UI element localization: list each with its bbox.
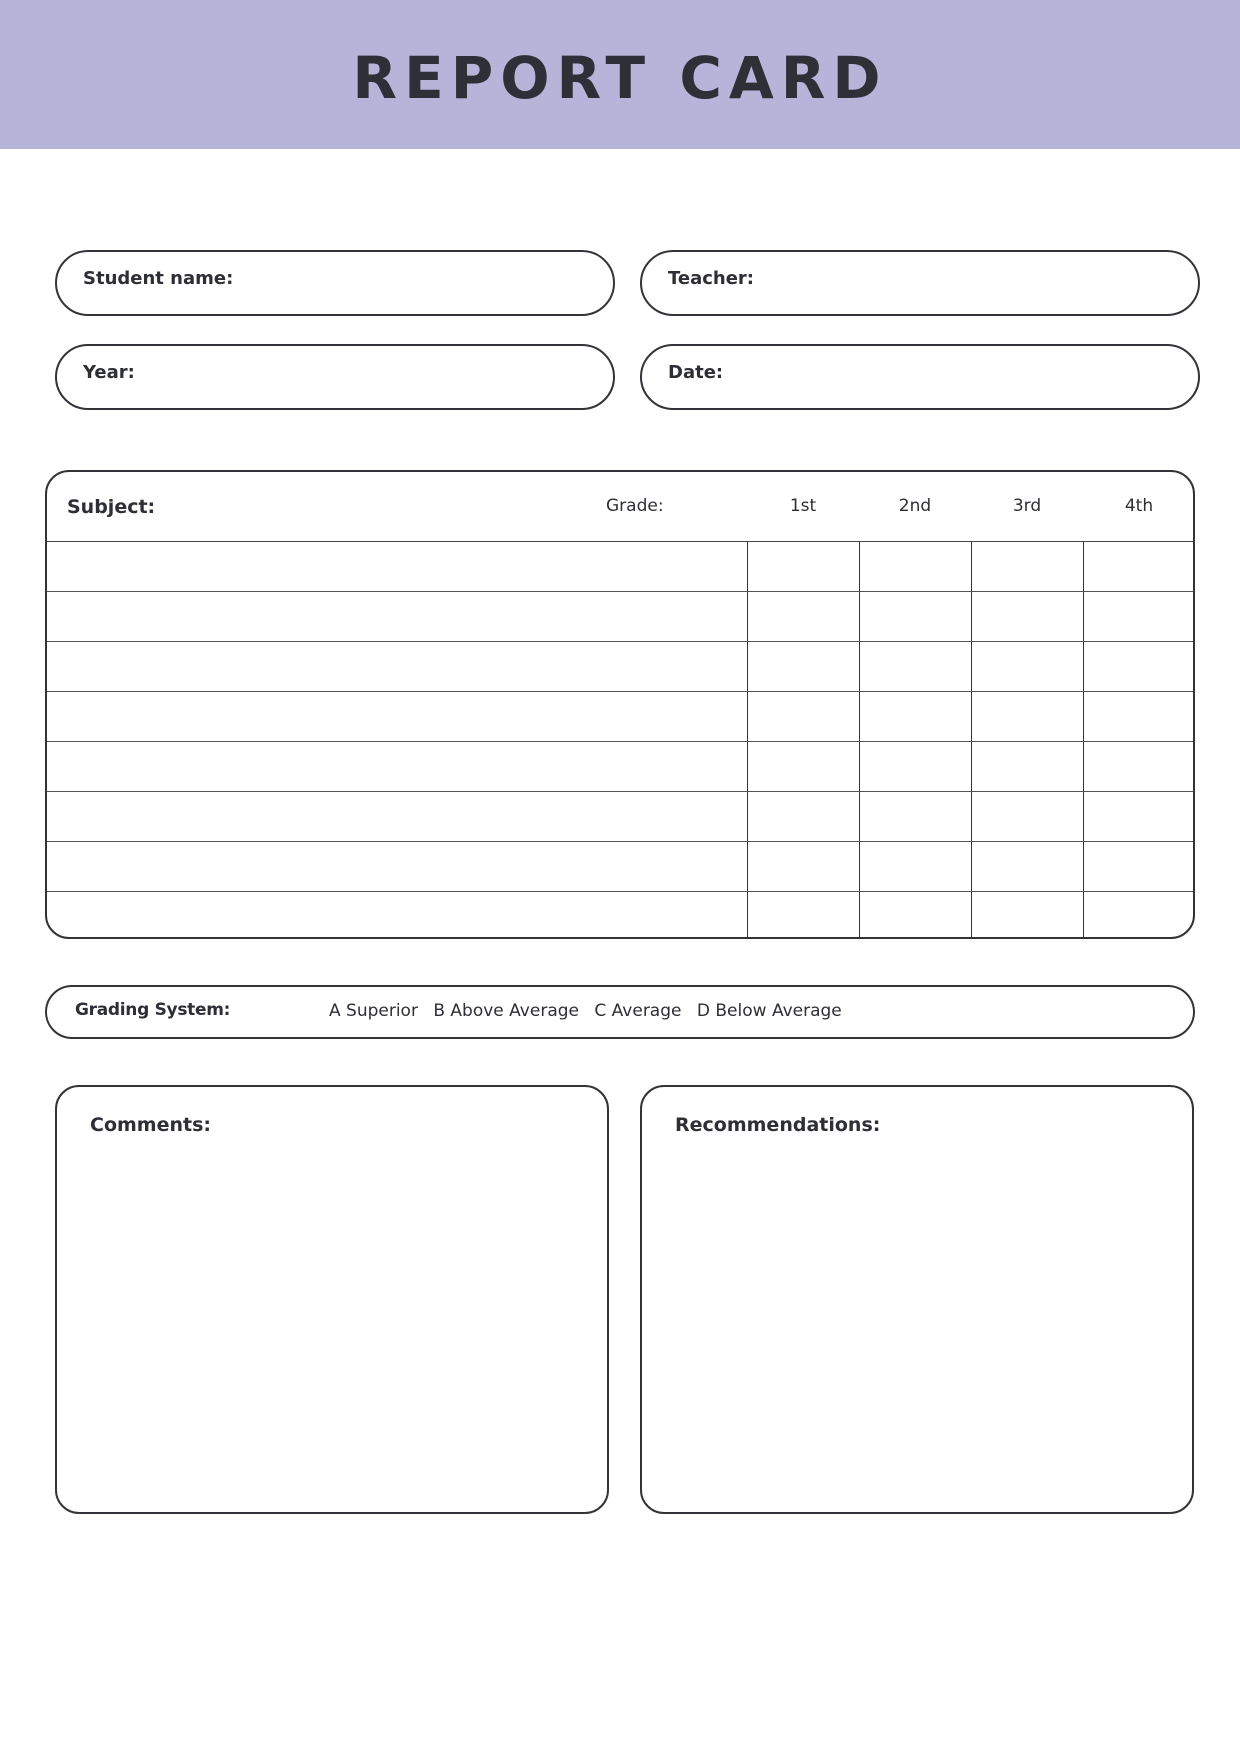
student-name-field[interactable] <box>55 250 615 316</box>
recommendations-label: Recommendations: <box>675 1114 881 1136</box>
table-row <box>47 792 1193 842</box>
subject-cell[interactable] <box>47 692 747 741</box>
grade-cell-q1[interactable] <box>747 642 859 691</box>
grade-cell-q1[interactable] <box>747 892 859 939</box>
grade-cell-q3[interactable] <box>971 742 1083 791</box>
table-row <box>47 842 1193 892</box>
grade-cell-q2[interactable] <box>859 542 971 591</box>
grade-cell-q3[interactable] <box>971 642 1083 691</box>
teacher-field[interactable] <box>640 250 1200 316</box>
teacher-label: Teacher: <box>668 268 755 289</box>
grade-cell-q3[interactable] <box>971 542 1083 591</box>
table-row <box>47 642 1193 692</box>
grade-cell-q2[interactable] <box>859 892 971 939</box>
grade-cell-q4[interactable] <box>1083 592 1195 641</box>
grade-cell-q3[interactable] <box>971 892 1083 939</box>
grade-cell-q4[interactable] <box>1083 792 1195 841</box>
student-name-label: Student name: <box>83 268 234 289</box>
year-label: Year: <box>83 362 135 383</box>
grade-cell-q1[interactable] <box>747 692 859 741</box>
grade-cell-q3[interactable] <box>971 792 1083 841</box>
table-row <box>47 742 1193 792</box>
grade-cell-q1[interactable] <box>747 792 859 841</box>
grading-system-legend <box>329 1001 852 1021</box>
grade-cell-q1[interactable] <box>747 742 859 791</box>
grading-system-label: Grading System: <box>75 1000 231 1020</box>
subject-cell[interactable] <box>47 892 747 939</box>
grade-cell-q3[interactable] <box>971 842 1083 891</box>
grade-cell-q1[interactable] <box>747 542 859 591</box>
table-row <box>47 592 1193 642</box>
subject-cell[interactable] <box>47 792 747 841</box>
recommendations-box[interactable] <box>640 1085 1194 1514</box>
grade-cell-q4[interactable] <box>1083 742 1195 791</box>
subject-cell[interactable] <box>47 542 747 591</box>
grade-b-item: B Above Average <box>433 1001 579 1021</box>
table-row <box>47 892 1193 939</box>
subject-cell[interactable] <box>47 842 747 891</box>
grade-cell-q3[interactable] <box>971 692 1083 741</box>
grade-cell-q2[interactable] <box>859 742 971 791</box>
grade-column-label: Grade: <box>606 496 664 516</box>
grade-cell-q2[interactable] <box>859 792 971 841</box>
subject-cell[interactable] <box>47 592 747 641</box>
grade-cell-q4[interactable] <box>1083 892 1195 939</box>
grade-cell-q3[interactable] <box>971 592 1083 641</box>
grade-a-item: A Superior <box>329 1001 418 1021</box>
grade-cell-q4[interactable] <box>1083 692 1195 741</box>
grade-cell-q4[interactable] <box>1083 642 1195 691</box>
grade-cell-q4[interactable] <box>1083 542 1195 591</box>
grading-system-bar <box>45 985 1195 1039</box>
grade-cell-q2[interactable] <box>859 842 971 891</box>
grade-cell-q2[interactable] <box>859 642 971 691</box>
page-title: REPORT CARD <box>352 44 888 112</box>
table-row <box>47 542 1193 592</box>
comments-label: Comments: <box>90 1114 211 1136</box>
date-field[interactable] <box>640 344 1200 410</box>
quarter-4-label: 4th <box>1124 496 1154 516</box>
table-row <box>47 692 1193 742</box>
subject-column-label: Subject: <box>67 496 156 518</box>
quarter-2-label: 2nd <box>898 496 932 516</box>
grade-cell-q2[interactable] <box>859 692 971 741</box>
grade-cell-q2[interactable] <box>859 592 971 641</box>
grade-cell-q4[interactable] <box>1083 842 1195 891</box>
grade-cell-q1[interactable] <box>747 592 859 641</box>
comments-box[interactable] <box>55 1085 609 1514</box>
grade-c-item: C Average <box>594 1001 682 1021</box>
grade-d-item: D Below Average <box>696 1001 842 1021</box>
quarter-1-label: 1st <box>789 496 817 516</box>
subject-cell[interactable] <box>47 642 747 691</box>
subject-cell[interactable] <box>47 742 747 791</box>
grades-table <box>45 470 1195 939</box>
grade-cell-q1[interactable] <box>747 842 859 891</box>
date-label: Date: <box>668 362 724 383</box>
quarter-3-label: 3rd <box>1012 496 1042 516</box>
grades-table-header <box>47 472 1193 542</box>
year-field[interactable] <box>55 344 615 410</box>
